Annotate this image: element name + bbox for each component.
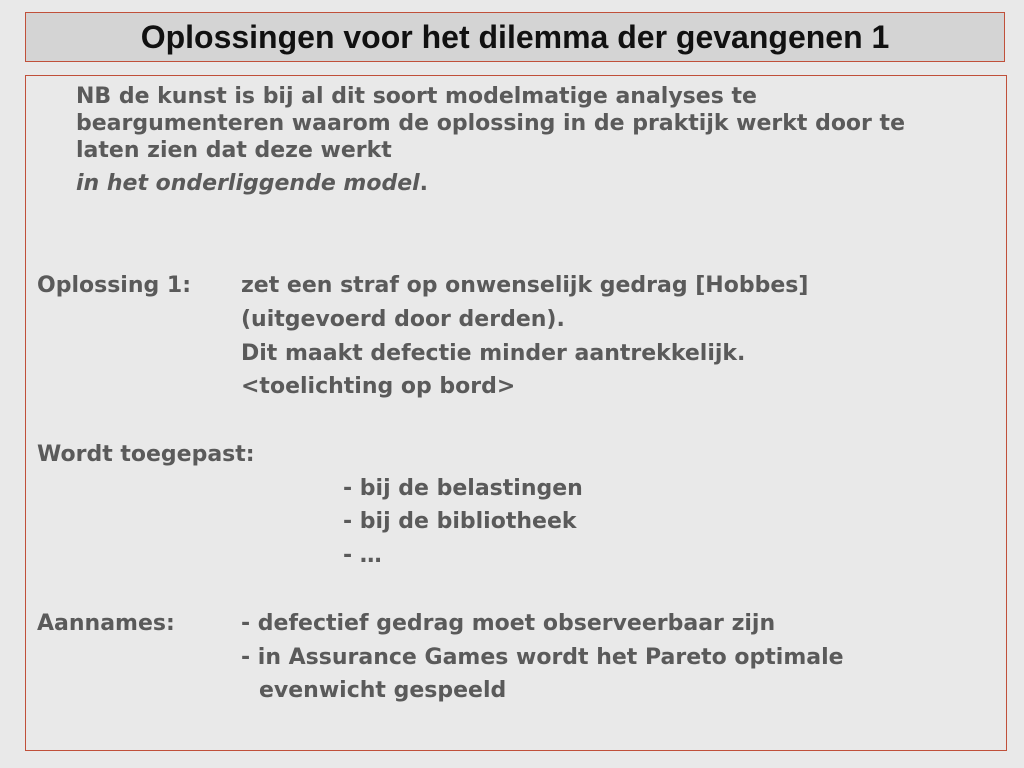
nb-italic-text: in het onderliggende model — [76, 171, 420, 196]
aannames-line-2: - in Assurance Games wordt het Pareto optimale — [241, 645, 844, 670]
aannames-label: Aannames: — [37, 611, 175, 636]
aannames-line-3: evenwicht gespeeld — [259, 678, 507, 703]
title-bar — [25, 12, 1005, 62]
oplossing-line-1: zet een straf op onwenselijk gedrag [Hobbes] — [241, 273, 809, 298]
oplossing-label: Oplossing 1: — [37, 273, 192, 298]
oplossing-line-2: (uitgevoerd door derden). — [241, 307, 565, 332]
nb-period: . — [419, 171, 429, 196]
nb-italic-line — [76, 171, 428, 197]
aannames-line-1: - defectief gedrag moet observeerbaar zijn — [241, 611, 776, 636]
toegepast-item-2: - bij de bibliotheek — [343, 509, 577, 534]
oplossing-line-3: Dit maakt defectie minder aantrekkelijk. — [241, 341, 746, 366]
toegepast-label: Wordt toegepast: — [37, 442, 255, 467]
nb-text: NB de kunst is bij al dit soort modelmatige analyses te beargumenteren waarom de oplossing in de praktijk werkt door te laten zien dat deze werkt — [76, 84, 905, 163]
toegepast-item-1: - bij de belastingen — [343, 476, 583, 501]
oplossing-line-4: <toelichting op bord> — [241, 374, 516, 399]
nb-paragraph — [76, 83, 956, 164]
toegepast-item-3: - … — [343, 543, 382, 568]
slide-title: Oplossingen voor het dilemma der gevangenen 1 — [140, 19, 890, 55]
